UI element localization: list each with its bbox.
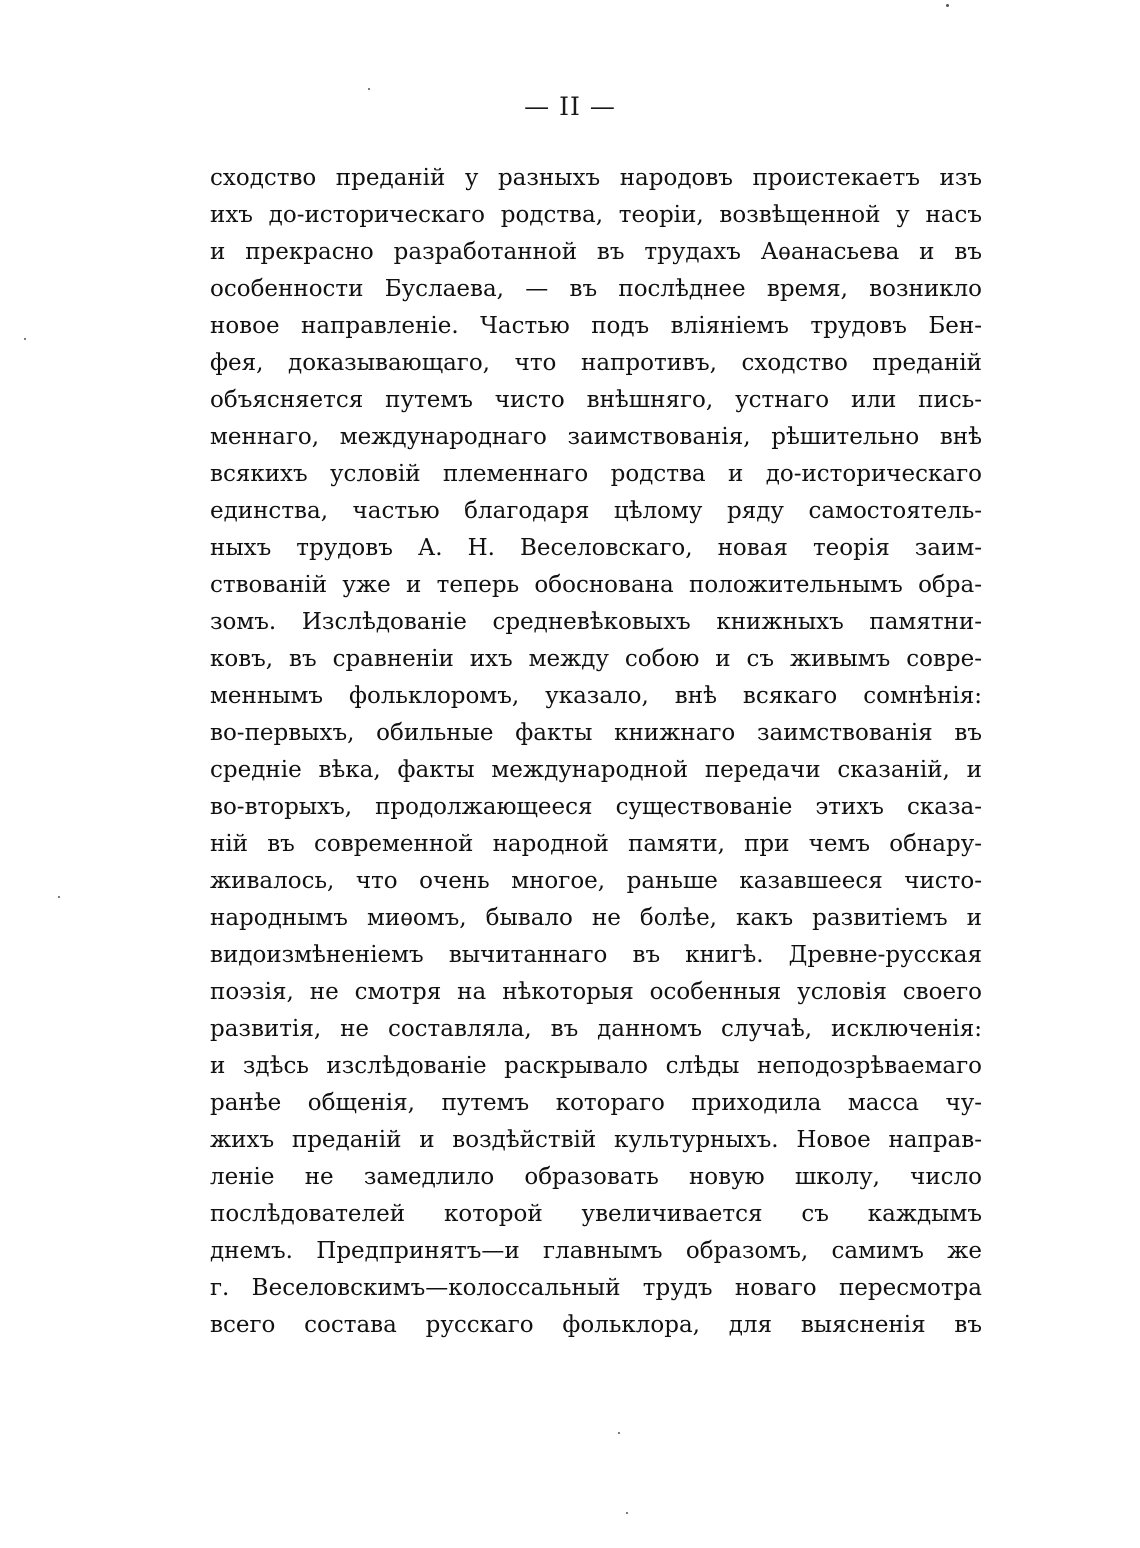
text-line: сходство преданій у разныхъ народовъ проистекаетъ изъ bbox=[210, 165, 982, 191]
scan-speck bbox=[368, 88, 370, 90]
scan-speck bbox=[946, 4, 949, 7]
text-line: ихъ до-историческаго родства, теоріи, возвѣщенной у насъ bbox=[210, 202, 982, 228]
text-line: во-вторыхъ, продолжающееся существованіе этихъ сказа- bbox=[210, 794, 982, 820]
text-line: особенности Буслаева, — въ послѣднее время, возникло bbox=[210, 276, 982, 302]
text-line: и прекрасно разработанной въ трудахъ Аѳанасьева и въ bbox=[210, 239, 982, 265]
page-number: — II — bbox=[524, 92, 616, 121]
text-line: и здѣсь изслѣдованіе раскрывало слѣды неподозрѣваемаго bbox=[210, 1053, 982, 1079]
text-line: поэзія, не смотря на нѣкоторыя особенныя условія своего bbox=[210, 979, 982, 1005]
text-line: меннымъ фольклоромъ, указало, внѣ всякаго сомнѣнія: bbox=[210, 683, 982, 709]
text-line: всякихъ условій племеннаго родства и до-историческаго bbox=[210, 461, 982, 487]
scan-speck bbox=[618, 1432, 620, 1434]
text-line: зомъ. Изслѣдованіе средневѣковыхъ книжныхъ памятни- bbox=[210, 609, 982, 635]
text-line: меннаго, международнаго заимствованія, рѣшительно внѣ bbox=[210, 424, 982, 450]
text-line: единства, частью благодаря цѣлому ряду самостоятель- bbox=[210, 498, 982, 524]
text-line: средніе вѣка, факты международной передачи сказаній, и bbox=[210, 757, 982, 783]
text-line: ковъ, въ сравненіи ихъ между собою и съ живымъ совре- bbox=[210, 646, 982, 672]
text-line: живалось, что очень многое, раньше казавшееся чисто- bbox=[210, 868, 982, 894]
text-line: ныхъ трудовъ А. Н. Веселовскаго, новая теорія заим- bbox=[210, 535, 982, 561]
text-line: леніе не замедлило образовать новую школу, число bbox=[210, 1164, 982, 1190]
text-line: ній въ современной народной памяти, при чемъ обнару- bbox=[210, 831, 982, 857]
scan-speck bbox=[24, 338, 26, 340]
text-line: фея, доказывающаго, что напротивъ, сходство преданій bbox=[210, 350, 982, 376]
text-line: во-первыхъ, обильные факты книжнаго заимствованія въ bbox=[210, 720, 982, 746]
text-line: днемъ. Предпринятъ—и главнымъ образомъ, самимъ же bbox=[210, 1238, 982, 1264]
text-line: ствованій уже и теперь обоснована положительнымъ обра- bbox=[210, 572, 982, 598]
text-line: г. Веселовскимъ—колоссальный трудъ новаго пересмотра bbox=[210, 1275, 982, 1301]
body-text bbox=[210, 160, 982, 1344]
scan-speck bbox=[58, 896, 60, 898]
text-line: послѣдователей которой увеличивается съ каждымъ bbox=[210, 1201, 982, 1227]
text-line: объясняется путемъ чисто внѣшняго, устнаго или пись- bbox=[210, 387, 982, 413]
text-line: новое направленіе. Частью подъ вліяніемъ трудовъ Бен- bbox=[210, 313, 982, 339]
text-line: видоизмѣненіемъ вычитаннаго въ книгѣ. Древне-русская bbox=[210, 942, 982, 968]
text-line: ранѣе общенія, путемъ котораго приходила масса чу- bbox=[210, 1090, 982, 1116]
text-line: развитія, не составляла, въ данномъ случаѣ, исключенія: bbox=[210, 1016, 982, 1042]
scan-speck bbox=[626, 1512, 628, 1514]
text-line: всего состава русскаго фольклора, для выясненія въ bbox=[210, 1312, 982, 1338]
text-line: жихъ преданій и воздѣйствій культурныхъ. Новое направ- bbox=[210, 1127, 982, 1153]
text-line: народнымъ миѳомъ, бывало не болѣе, какъ развитіемъ и bbox=[210, 905, 982, 931]
